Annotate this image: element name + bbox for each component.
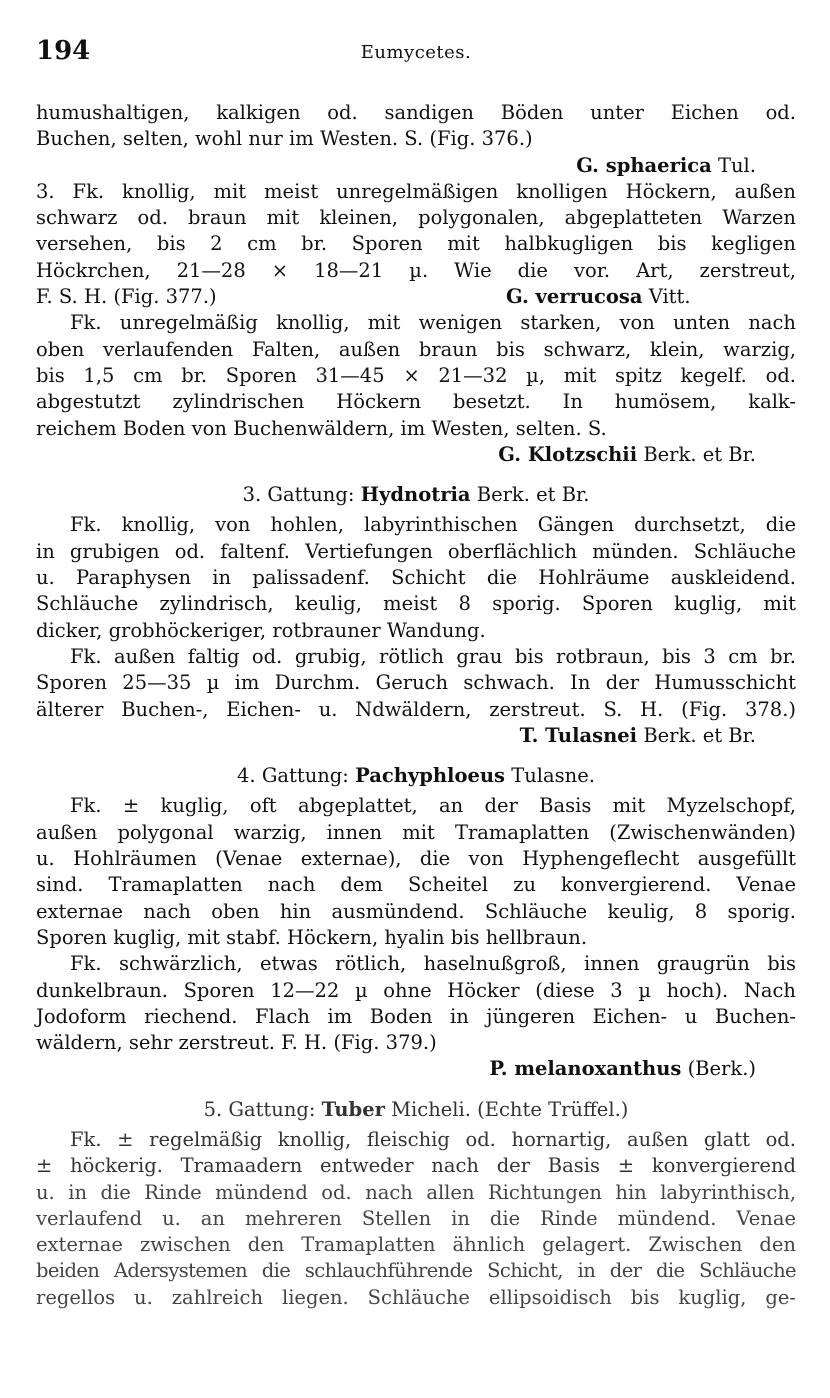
text-line: Schläuche zylindrisch, keulig, meist 8 sporig. Sporen kuglig, mit [36, 592, 796, 616]
species-name: G. verrucosa [506, 285, 643, 309]
text-line: u. Hohlräumen (Venae externae), die von Hyphengeflecht ausgefüllt [36, 847, 796, 871]
text-line: Fk. unregelmäßig knollig, mit wenigen starken, von unten nach [70, 311, 796, 335]
species-name: P. melanoxanthus [489, 1057, 682, 1081]
species-author: Berk. et Br. [643, 723, 756, 747]
text-line: Fk. ± regelmäßig knollig, fleischig od. hornartig, außen glatt od. [70, 1127, 796, 1151]
species-name-line [36, 442, 796, 468]
document-page [36, 36, 796, 1311]
species-author: Berk. et Br. [643, 442, 756, 466]
species-name: T. Tulasnei [519, 723, 638, 747]
text-line: versehen, bis 2 cm br. Sporen mit halbkugligen bis kegligen [36, 232, 796, 256]
text-line: Fk. außen faltig od. grubig, rötlich grau bis rotbraun, bis 3 cm br. [70, 644, 796, 668]
text-line: dunkelbraun. Sporen 12—22 µ ohne Höcker (diese 3 µ hoch). Nach [36, 978, 796, 1002]
text-line-with-species [36, 284, 796, 310]
text-line: externae zwischen den Tramaplatten ähnlich gelagert. Zwischen den [36, 1233, 796, 1257]
species-name: G. sphaerica [576, 153, 712, 177]
text-line: Buchen, selten, wohl nur im Westen. S. (Fig. 376.) [36, 127, 533, 151]
text-line: außen polygonal warzig, innen mit Tramaplatten (Zwischenwänden) [36, 820, 796, 844]
species-author: Vitt. [648, 285, 691, 309]
text-line: u. in die Rinde mündend od. nach allen Richtungen hin labyrinthisch, [36, 1180, 796, 1204]
genus-name: Tuber [321, 1097, 385, 1121]
text-line: Fk. ± kuglig, oft abgeplattet, an der Basis mit Myzelschopf, [70, 794, 796, 818]
text-line: ± höckerig. Tramaadern entweder nach der Basis ± konvergierend [36, 1154, 796, 1178]
genus-name: Pachyphloeus [355, 764, 506, 788]
text-line: reichem Boden von Buchenwäldern, im Westen, selten. S. [36, 416, 607, 440]
text-line: oben verlaufenden Falten, außen braun bis schwarz, klein, warzig, [36, 337, 796, 361]
genus-name: Hydnotria [360, 483, 471, 507]
text-line: Sporen 25—35 µ im Durchm. Geruch schwach. In der Humusschicht [36, 671, 796, 695]
species-author: (Berk.) [687, 1057, 756, 1081]
species-name-line [36, 723, 796, 749]
text-line: Sporen kuglig, mit stabf. Höckern, hyalin bis hellbraun. [36, 925, 588, 949]
species-name-line [36, 1056, 796, 1082]
species-name-line [36, 153, 796, 179]
text-line: abgestutzt zylindrischen Höckern besetzt. In humösem, kalk- [36, 390, 796, 414]
page-content [36, 100, 796, 1311]
page-number: 194 [36, 36, 91, 66]
species-name-inline [506, 284, 691, 310]
text-line: dicker, grobhöckeriger, rotbrauner Wandung. [36, 618, 486, 642]
text-line: 3. Fk. knollig, mit meist unregelmäßigen knolligen Höckern, außen [36, 179, 796, 203]
text-line: verlaufend u. an mehreren Stellen in die Rinde mündend. Venae [36, 1206, 796, 1230]
heading-prefix: 4. Gattung: [237, 764, 349, 788]
text-line: Höckrchen, 21—28 × 18—21 µ. Wie die vor. Art, zerstreut, [36, 258, 796, 282]
text-line: F. S. H. (Fig. 377.) [36, 285, 217, 309]
genus-author: Micheli. (Echte Trüffel.) [391, 1097, 629, 1121]
text-line: Jodoform riechend. Flach im Boden in jüngeren Eichen- u Buchen- [36, 1004, 796, 1028]
genus-author: Tulasne. [511, 764, 595, 788]
genus-heading [36, 1097, 796, 1123]
genus-author: Berk. et Br. [476, 483, 590, 507]
page-header [36, 36, 796, 72]
text-line: u. Paraphysen in palissadenf. Schicht die Hohlräume auskleidend. [36, 566, 796, 590]
heading-prefix: 3. Gattung: [242, 483, 355, 507]
text-line: bis 1,5 cm br. Sporen 31—45 × 21—32 µ, mit spitz kegelf. od. [36, 363, 796, 387]
text-line: Fk. schwärzlich, etwas rötlich, haselnußgroß, innen graugrün bis [70, 952, 796, 976]
text-line: Fk. knollig, von hohlen, labyrinthischen Gängen durchsetzt, die [70, 513, 796, 537]
running-head: Eumycetes. [360, 42, 472, 63]
species-author: Tul. [717, 153, 756, 177]
text-line: älterer Buchen-, Eichen- u. Ndwäldern, zerstreut. S. H. (Fig. 378.) [36, 697, 796, 721]
species-name: G. Klotzschii [498, 442, 638, 466]
text-line: wäldern, sehr zerstreut. F. H. (Fig. 379.) [36, 1031, 437, 1055]
text-line: humushaltigen, kalkigen od. sandigen Böden unter Eichen od. [36, 101, 796, 124]
text-line: schwarz od. braun mit kleinen, polygonalen, abgeplatteten Warzen [36, 206, 796, 230]
text-line: in grubigen od. faltenf. Vertiefungen oberflächlich münden. Schläuche [36, 539, 796, 563]
text-line: externae nach oben hin ausmündend. Schläuche keulig, 8 sporig. [36, 899, 796, 923]
genus-heading [36, 763, 796, 789]
text-line: regellos u. zahlreich liegen. Schläuche ellipsoidisch bis kuglig, ge- [36, 1285, 796, 1309]
text-line: sind. Tramaplatten nach dem Scheitel zu konvergierend. Venae [36, 873, 796, 897]
text-line: beiden Adersystemen die schlauchführende Schicht, in der die Schläuche [36, 1259, 796, 1283]
heading-prefix: 5. Gattung: [203, 1097, 316, 1121]
genus-heading [36, 482, 796, 508]
